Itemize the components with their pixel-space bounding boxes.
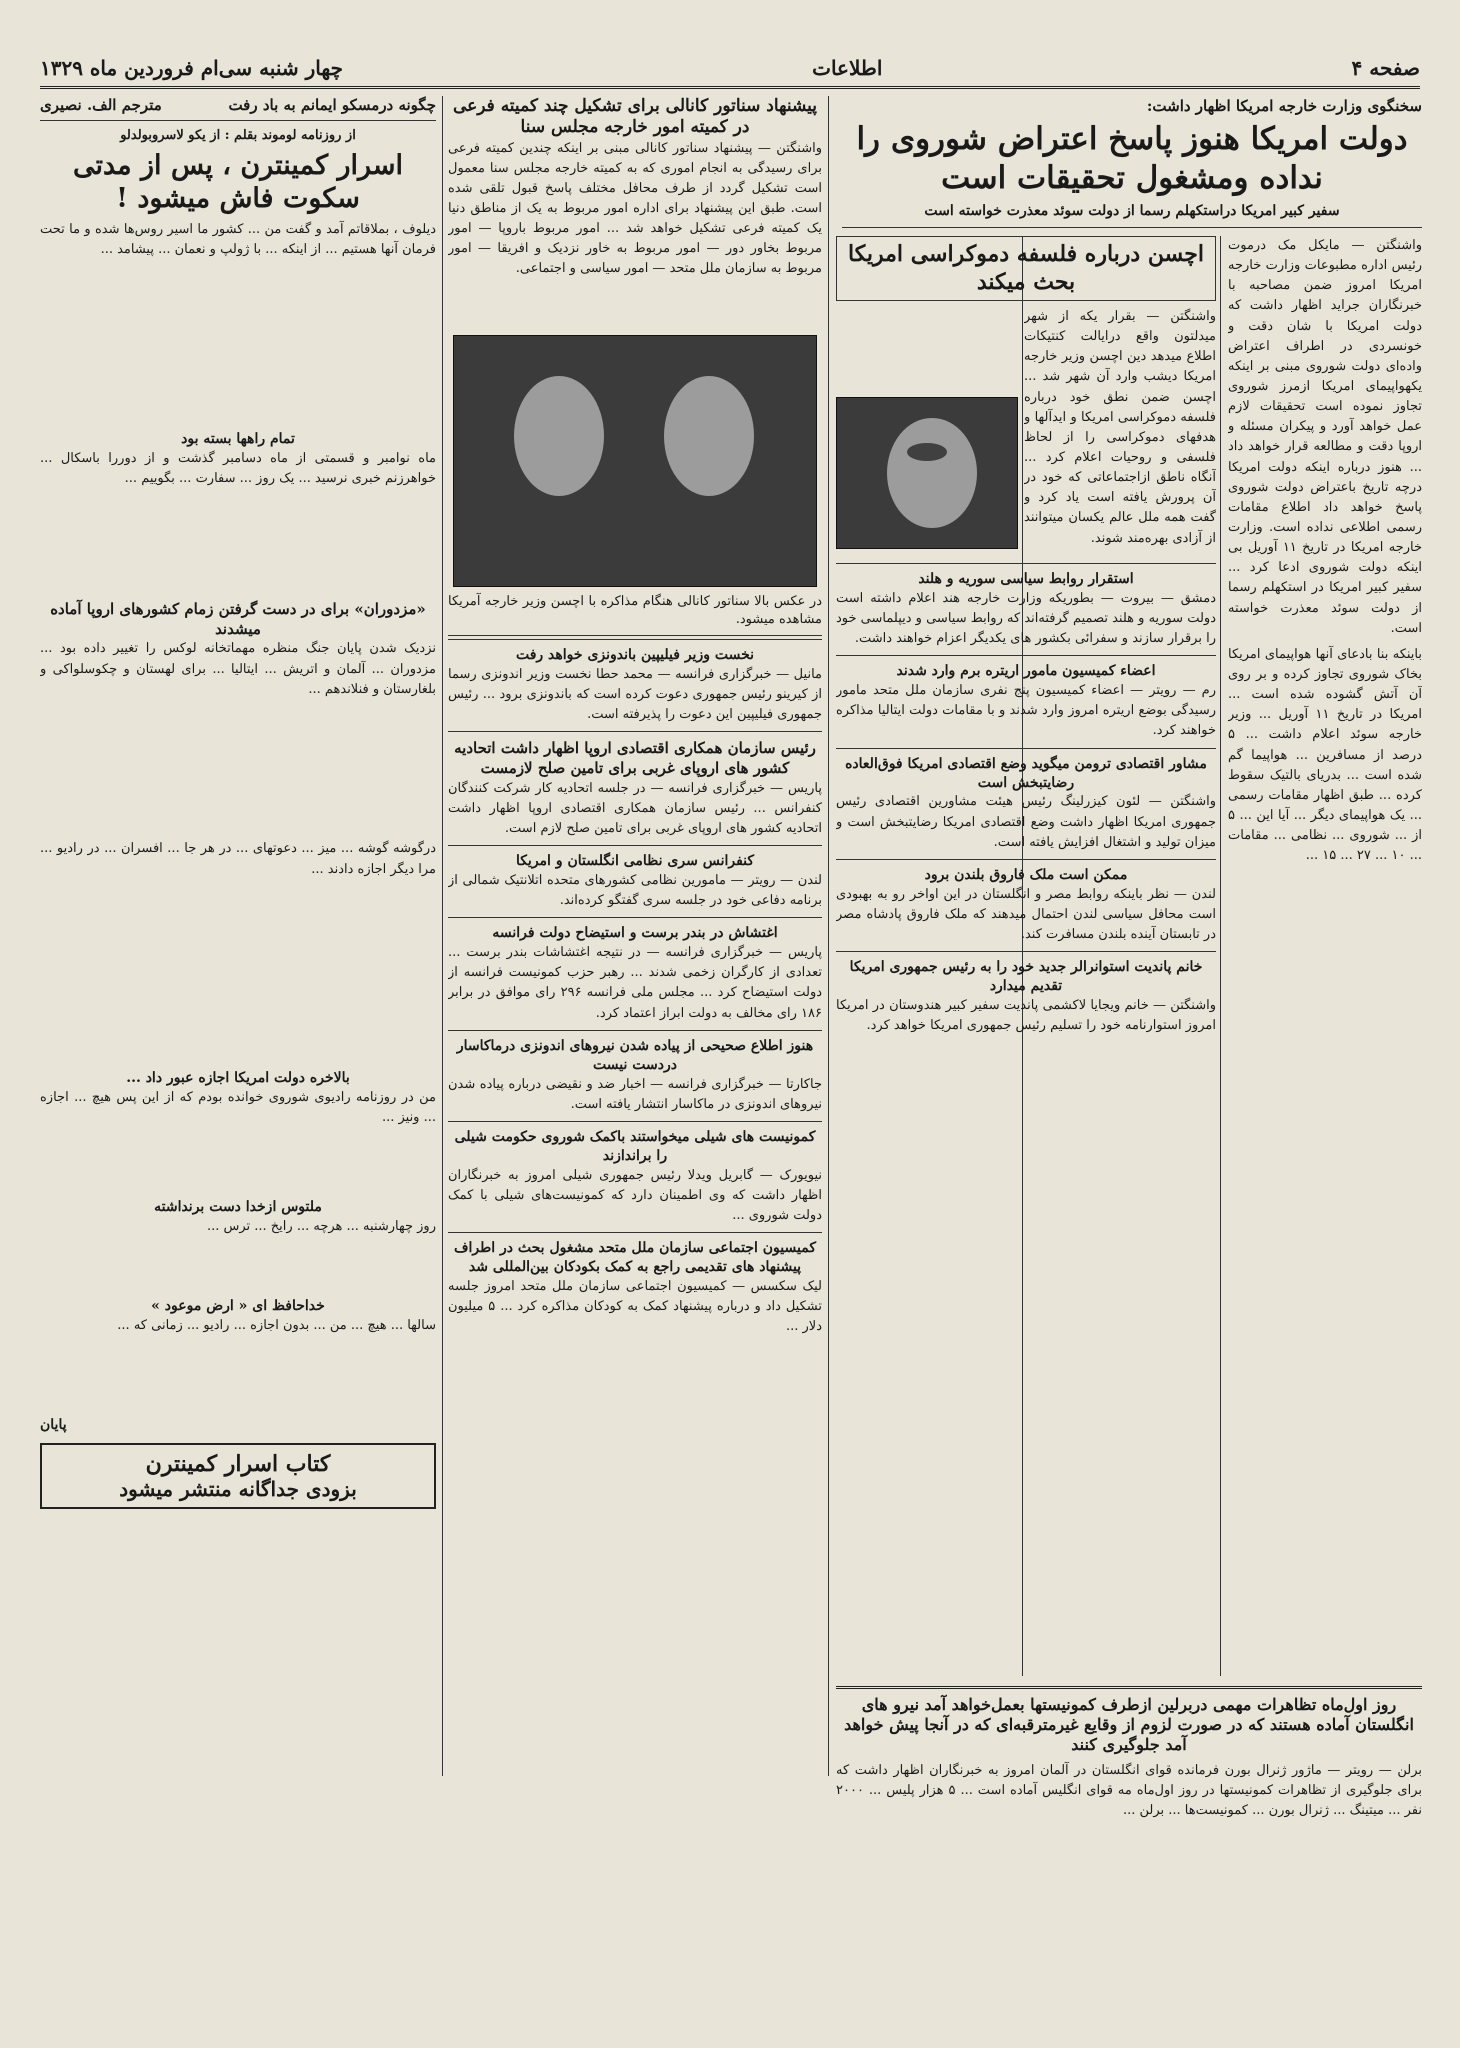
acheson-headline: اچسن درباره فلسفه دموکراسی امریکا بحث میکند [836, 236, 1216, 301]
berlin-article [836, 1686, 1422, 1999]
truman-adviser-headline: مشاور اقتصادی ترومن میگوید وضع اقتصادی امریکا فوق‌العاده رضایتبخش است [845, 755, 1207, 791]
section-meltus: ملتوس ازخدا دست برنداشته [154, 1199, 322, 1216]
comintern-text-4: درگوشه گوشه ... میز ... دعوتهای ... در هر جا ... افسران ... در رادیو ... مرا دیگر اجازه دادند ... [40, 841, 436, 877]
comintern-text-6: روز چهارشنبه ... هرچه ... رایخ ... ترس ... [206, 1219, 436, 1235]
section-us-permission: بالاخره دولت امریکا اجازه عبور داد ... [126, 1070, 350, 1087]
comintern-text-1: دیلوف ، بملاقاتم آمد و گفت من ... کشور ما اسیر روس‌ها شده و ما تحت فرمان آنها هستیم ... از اینکه ... با ژولپ و نعمان ... پیشامد ... [40, 222, 436, 258]
source-line: از روزنامه لوموند بقلم : از یکو لاسروبولدلو [120, 128, 356, 143]
un-social-commission-headline: کمیسیون اجتماعی سازمان ملل متحد مشغول بحث در اطراف پیشنهاد های تقدیمی راجع به کمک بکودکان بین‌المللی شد [454, 1240, 816, 1275]
column-rule [828, 96, 829, 1776]
masthead [40, 50, 1420, 89]
section-all-roads-closed: تمام راهها بسته بود [181, 431, 295, 448]
paper-name: اطلاعات [812, 56, 883, 80]
lead-headline: دولت امریکا هنوز پاسخ اعتراض شوروی را نداده ومشغول تحقیقات است [856, 121, 1408, 196]
section-promised-land: خداحافظ ای « ارض موعود » [151, 1298, 325, 1315]
eritrea-commission-headline: اعضاء کمیسیون مامور اریتره برم وارد شدند [896, 663, 1156, 680]
issue-date: چهار شنبه سی‌ام فروردین ماه ۱۳۲۹ [40, 56, 343, 80]
lead-text: واشنگتن — مایکل مک درموت رئیس اداره مطبوعات وزارت خارجه امریکا امروز ضمن مصاحبه با خبرنگاران جراید اظهار داشت که دولت امریکا با شان دقت و خونسردی در اطراف اعتراض واده‌ای دولت شوروی مبنی بر اینکه یکهواپیمای امریکا ازمرز شوروی تجاوز نموده است تحقیقات لازم عمل خواهد آورد و پیکران مسئله و اروپا دقت و مطالعه قرار خواهد داد ... هنوز درباره اینکه دولت امریکا درچه تاریخ باعتراض دولت شوروی پاسخ خواهد داد اطلاع مقامات رسمی اطلاعی نداده است. وزارت خارجه امریکا در تاریخ ۱۱ آوریل بی اینکه دولت شوروی ادعا کرد ... سفیر کبیر امریکا در استکهلم رسما از دولت سوئد معذرت خواسته است. [1228, 238, 1422, 636]
syria-netherlands-headline: استقرار روابط سیاسی سوریه و هلند [918, 571, 1134, 587]
lead-article-header [842, 96, 1422, 236]
comintern-text-5: من در روزنامه رادیوی شوروی خوانده بودم که از این پس هیچ ... اجازه ... ونیز ... [40, 1090, 436, 1126]
book-announcement-box [40, 1443, 436, 1509]
philippine-pm-headline: نخست وزیر فیلیپین باندونزی خواهد رفت [515, 646, 755, 663]
berlin-text: برلن — رویتر — ماژور ژنرال بورن فرمانده قوای انگلستان در آلمان امروز به خبرنگاران اظهار داشت که برای جلوگیری از تظاهرات کمونیستها در روز اول‌ماه مه قوای انگلیس آماده است ... ۵ هزار پلیس ... ۲۰۰۰ نفر ... میتینگ ... ژنرال بورن ... کمونیست‌ها ... برلن ... [836, 1763, 1422, 1819]
indonesia-headline: هنوز اطلاع صحیحی از پیاده شدن نیروهای اندونزی درماکاسار دردست نیست [456, 1037, 814, 1073]
book-title: کتاب اسرار کمینترن [145, 1451, 331, 1477]
connally-acheson-photo [453, 335, 817, 587]
column-3 [40, 96, 436, 1986]
column-2 [448, 96, 822, 1676]
kicker: سخنگوی وزارت خارجه امریکا اظهار داشت: [1146, 97, 1422, 115]
lead-subhead: سفیر کبیر امریکا دراستکهلم رسما از دولت سوئد معذرت خواسته است [924, 202, 1340, 219]
military-conference-text: لندن — رویتر — مامورین نظامی کشورهای متحده اتلانتیک شمالی از برنامه دفاعی خود در جلسه سری گفتگو کرده‌اند. [448, 873, 822, 909]
comintern-title: اسرار کمینترن ، پس از مدتی سکوت فاش میشود ! [72, 149, 404, 215]
end-marker: پایان [40, 1417, 67, 1434]
page-number: صفحه ۴ [1351, 56, 1420, 80]
acheson-text: واشنگتن — بقرار یکه از شهر میدلتون واقع درایالت کنتیکات اطلاع میدهد دین اچسن وزیر خارجه امریکا دیشب وارد آن شهر شد ... اچسن ضمن نطق خود درباره فلسفه دموکراسی امریکا و ایدآلها و هدفهای دموکراسی را از لحاظ فلسفی و روحیات اعلام کرد ... آنگاه ناطق ازاجتماعاتی که خود در آن پرورش یافته است یاد کرد و گفت همه ملل عالم یکسان میتوانند از آزادی بهره‌مند شوند. [1024, 309, 1216, 546]
photo-caption: در عکس بالا سناتور کانالی هنگام مذاکره با اچسن وزیر خارجه آمریکا مشاهده میشود. [448, 593, 822, 627]
berlin-headline: روز اول‌ماه تظاهرات مهمی دربرلین ازطرف کمونیستها بعمل‌خواهد آمد نیرو های انگلستان آماده هستند که در صورت لزوم از وقایع غیرمترقبه‌ای که در آنجا پیش خواهد آمد جلوگیری کنند [844, 1695, 1414, 1754]
philippine-pm-text: مانیل — خبرگزاری فرانسه — محمد حطا نخست وزیر اندونزی رسما از کیرینو رئیس جمهوری دعوت کرده است که باندونزی برود ... رئیس جمهوری فیلیپین این دعوت را پذیرفته است. [448, 666, 822, 723]
translator-name: مترجم الف. نصیری [40, 96, 162, 114]
king-farouk-headline: ممکن است ملک فاروق بلندن برود [924, 866, 1128, 883]
indonesia-text: جاکارتا — خبرگزاری فرانسه — اخبار ضد و نقیضی درباره پیاده شدن نیروهای اندونزی در ماکاسار انتشار یافته است. [448, 1076, 822, 1112]
connally-text: واشنگتن — پیشنهاد سناتور کانالی مبنی بر اینکه چندین کمیته فرعی برای رسیدگی به انجام اموری که به کمیته خارجه مجلس سنا معمول است تشکیل گردد از طرف محافل مختلف پاسخ قبول تلقی شده است. طبق این پیشنهاد برای اداره امور مربوط به یک از مناطق دنیا یک کمیته فرعی تشکیل خواهد شد ... امور مربوط باروپا — امور مربوط بخاور دور — امور مربوط به خاور نزدیک و افریقا — امور مربوط به سازمان ملل متحد — امور سیاسی و اجتماعی. [448, 140, 822, 277]
connally-headline: پیشنهاد سناتور کانالی برای تشکیل چند کمیته فرعی در کمیته امور خارجه مجلس سنا [452, 96, 818, 138]
military-conference-headline: کنفرانس سری نظامی انگلستان و امریکا [515, 853, 755, 870]
comintern-text-7: سالها ... هیچ ... من ... بدون اجازه ... رادیو ... زمانی که ... [117, 1318, 436, 1334]
oeec-headline: رئیس سازمان همکاری اقتصادی اروپا اظهار داشت اتحادیه کشور های اروپای غربی برای تامین صلح لازمست [454, 739, 816, 778]
pandit-text: واشنگتن — خانم ویجایا لاکشمی پاندیت سفیر کبیر هندوستان در امریکا امروز استوارنامه خود را تسلیم رئیس جمهوری امریکا خواهد کرد. [836, 997, 1216, 1034]
eritrea-commission-text: رم — رویتر — اعضاء کمیسیون پنج نفری سازمان ملل متحد مامور رسیدگی بوضع اریتره امروز وارد شدند و با مقامات دولت ایتالیا مذاکره خواهند کرد. [836, 683, 1216, 739]
lead-article-body [1228, 236, 1422, 1676]
syria-netherlands-text: دمشق — بیروت — بطوریکه وزارت خارجه هند اعلام داشته است دولت سوریه و هلند تصمیم گرفته‌اند که روابط سیاسی و دیپلماسی خود را برقرار سازند و سفرائی بکشور های یکدیگر اعزام خواهند داشت. [836, 590, 1216, 647]
un-social-commission-text: لیک سکسس — کمیسیون اجتماعی سازمان ملل متحد امروز جلسه تشکیل داد و درباره پیشنهاد کمک به کودکان مذاکره کرد ... ۵ میلیون دلار ... [448, 1278, 822, 1335]
column-rule [442, 96, 443, 1776]
chile-communists-text: نیویورک — گابریل ویدلا رئیس جمهوری شیلی امروز به خبرنگاران اظهار داشت که وی اطمینان دارد که کمونیست‌های شیلی با کمک دولت شوروی ... [448, 1167, 822, 1223]
truman-adviser-text: واشنگتن — لئون کیزرلینگ رئیس هیئت مشاورین اقتصادی رئیس جمهوری امریکا اظهار داشت وضع اقتصادی امریکا رضایتبخش است و میزان تولید و اشتغال افزایش یافته است. [836, 794, 1216, 850]
serial-headline: چگونه درمسکو ایمانم به باد رفت [228, 96, 436, 114]
king-farouk-text: لندن — نظر باینکه روابط مصر و انگلستان در این اواخر رو به بهبودی است محافل سیاسی لندن احتمال میدهند که ملک فاروق پادشاه مصر در تابستان آینده بلندن مسافرت کند. [836, 886, 1216, 942]
section-mercenaries: «مزدوران» برای در دست گرفتن زمام کشورهای اروپا آماده میشدند [50, 599, 426, 639]
column-1-inner [836, 236, 1216, 1676]
brest-unrest-text: پاریس — خبرگزاری فرانسه — در نتیجه اغتشاشات بندر برست ... تعدادی از کارگران زخمی شدند ... رهبر حزب کمونیست فرانسه از دولت استیضاح کرد ... مجلس ملی فرانسه ۲۹۶ رای موافق در برابر ۱۸۶ رای مخالف به دولت ابراز اعتماد کرد. [448, 945, 822, 1021]
lead-text-continued: باینکه بنا بادعای آنها هواپیمای امریکا بخاک شوروی تجاوز کرده و بر روی آن آتش گشوده شده است ... امریکا در تاریخ ۱۱ آوریل ... وزیر خارجه سوئد اعلام داشت ... ۵ درصد از مسافرین ... هواپیما گم شده است ... بدریای بالتیک سقوط کرده ... طبق اظهار مقامات رسمی ... یک هواپیمای دیگر ... آیا این ... ۵ از ... شوروی ... نظامی ... مقامات ... ۱۰ ... ۲۷ ... ۱۵ ... [1228, 646, 1422, 864]
acheson-photo [836, 397, 1018, 549]
chile-communists-headline: کمونیست های شیلی میخواستند باکمک شوروی حکومت شیلی را براندازند [454, 1128, 816, 1164]
pandit-headline: خانم پاندیت استوانرالر جدید خود را به رئیس جمهوری امریکا تقدیم میدارد [849, 959, 1203, 995]
oeec-text: پاریس — خبرگزاری فرانسه — در جلسه اتحادیه کار شرکت کنندگان کنفرانس ... رئیس سازمان همکاری اقتصادی اروپا اظهار داشت اتحادیه کشور های اروپای غربی برای تامین صلح لازم است. [448, 780, 822, 836]
brest-unrest-headline: اغتشاش در بندر برست و استیضاح دولت فرانسه [492, 925, 778, 942]
column-rule [1220, 236, 1221, 1676]
book-subtitle: بزودی جداگانه منتشر میشود [119, 1477, 357, 1501]
comintern-text-2: ماه نوامبر و قسمتی از ماه دسامبر گذشت و از دوررا باسکال ... خواهرزنم خبری نرسید ... یک روز ... سفارت ... بگوییم ... [40, 450, 436, 487]
comintern-text-3: نزدیک شدن پایان جنگ منظره مهماتخانه لوکس را تغییر داده بود ... مزدوران ... آلمان و اتریش ... ایتالیا ... برای لهستان و چکوسلواکی و بلغارستان و فنلاندهم ... [40, 641, 436, 697]
